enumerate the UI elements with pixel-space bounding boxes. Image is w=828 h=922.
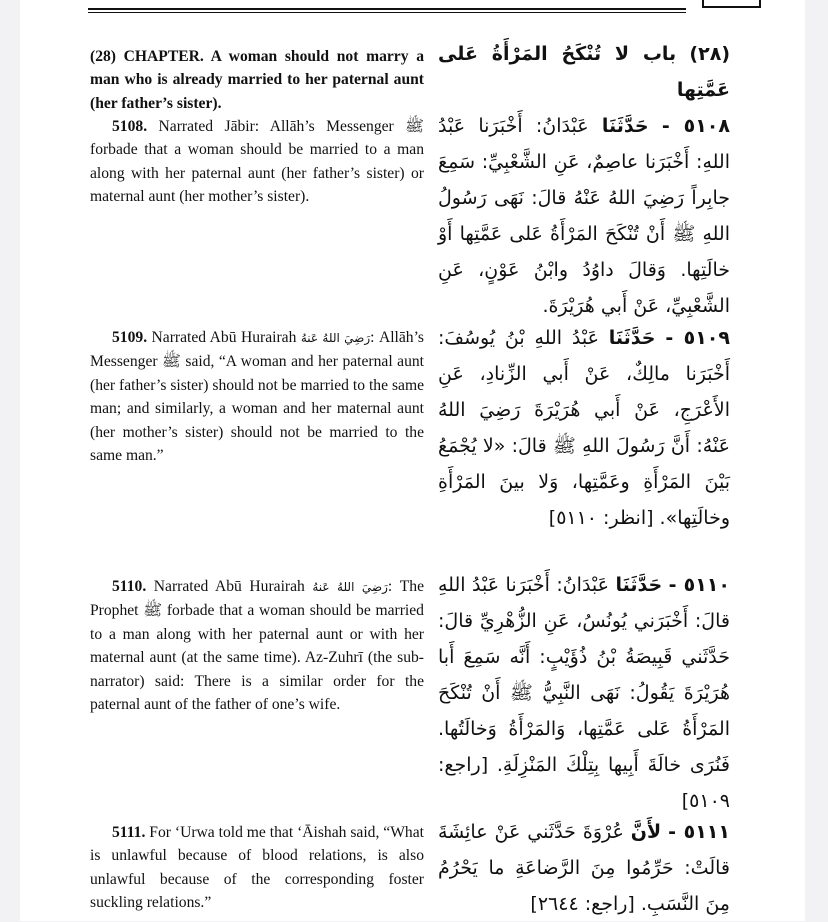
chapter-title: باب لا تُنْكَحُ المَرْأَةُ عَلى عَمَّتِها — [438, 43, 730, 101]
hadith-lead: حَدَّثَنَا — [615, 574, 663, 596]
hadith-number: ٥١٠٨ - — [661, 115, 730, 137]
header-rule-thin — [88, 12, 686, 13]
hadith-5109-arabic — [438, 320, 730, 536]
hadith-5109-english — [90, 326, 424, 467]
chapter-title-english: (28) CHAPTER. A woman should not marry a man who is already married to her paternal aunt (her father’s sister). — [90, 48, 424, 112]
hadith-lead: حَدَّثَنَا — [601, 115, 649, 137]
hadith-lead: لأَنَّ — [630, 821, 662, 843]
hadith-number: ٥١١١ - — [668, 821, 730, 843]
hadith-number: ٥١٠٩ - — [665, 327, 730, 349]
hadith-5111-arabic — [438, 814, 730, 922]
hadith-text: عَبْدَانُ: أَخْبَرَنا عَبْدُ اللهِ قالَ: أَخْبَرَني يُونُسُ، عَنِ الزُّهْرِيِّ قالَ: حَدَّثَني قَبِيصَةُ بْنُ ذُؤَيْبٍ: أَنَّه سَمِعَ أَبا هُرَيْرَةَ يَقُولُ: نَهَى النَّبِيُّ ﷺ أَنْ تُنْكَحَ المَرْأَةُ عَلى عَمَّتِها، وَالمَرْأَةُ وَخالَتُها. فَنُرَى خالَةَ أَبِيها بِتِلْكَ المَنْزِلَةِ. [راجع: ٥١٠٩] — [438, 574, 730, 812]
chapter-number: (٢٨) — [689, 43, 730, 65]
hadith-text: : The Prophet ﷺ forbade that a woman should be married to a man along with her paternal aunt or with her maternal aunt (at the same time). Az-Zuhrī (the sub-narrator) said: There is a similar order for the paternal aunt of the father of one’s wife. — [90, 578, 424, 714]
hadith-number: ٥١١٠ - — [668, 574, 730, 596]
hadith-5108-english — [90, 115, 424, 209]
header-corner-box — [702, 0, 761, 8]
hadith-5108-arabic — [438, 108, 730, 324]
hadith-text: عَبْدُ اللهِ بْنُ يُوسُفَ: أَخْبَرَنا مالِكٌ، عَنْ أَبي الزِّنادِ، عَنِ الأَعْرَجِ، عَنْ أَبي هُرَيْرَةَ رَضِيَ اللهُ عَنْهُ: أَنَّ رَسُولَ اللهِ ﷺ قالَ: «لا يُجْمَعُ بَيْنَ المَرْأَةِ وعَمَّتِها، وَلا بينَ المَرْأَةِ وخالَتِها». [انظر: ٥١١٠] — [438, 327, 730, 529]
hadith-text: Narrated Jābir: Allāh’s Messenger ﷺ forbade that a woman should be married to a man along with her paternal aunt (her father’s sister) or maternal aunt (her mother’s sister). — [90, 118, 425, 206]
hadith-5111-english — [90, 821, 424, 915]
narrator: Narrated Abū Hurairah — [153, 578, 305, 595]
chapter-title-arabic — [438, 36, 730, 108]
hadith-5110-english — [90, 575, 424, 716]
hadith-lead: حَدَّثَنَا — [608, 327, 656, 349]
hadith-text: : Allāh’s Messenger ﷺ said, “A woman and her paternal aunt (her father’s sister) should not be married to the same man; and similarly, a woman and her maternal aunt (her mother’s sister) should not be married to the same man.” — [90, 329, 425, 465]
narrator: Narrated Abū Hurairah — [151, 329, 297, 346]
hadith-number: 5108. — [112, 118, 148, 135]
hadith-5110-arabic — [438, 567, 730, 819]
honorific-arabic: رَضِيَ اللهُ عَنهُ — [300, 331, 371, 345]
hadith-number: 5111. — [112, 824, 146, 841]
hadith-text: For ‘Urwa told me that ‘Āishah said, “What is unlawful because of blood relations, is also unlawful because of the corresponding foster suckling relations.” — [90, 824, 424, 912]
header-rule — [88, 8, 686, 10]
hadith-text: عُرْوَةَ حَدَّثَني عَنْ عائِشَةَ قالَتْ: حَرِّمُوا مِنَ الرَّضاعَةِ ما يَحْرُمُ مِنَ النَّسَبِ. [راجع: ٢٦٤٤] — [438, 821, 730, 915]
hadith-number: 5110. — [112, 578, 147, 595]
hadith-text: عَبْدَانُ: أَخْبَرَنا عَبْدُ اللهِ: أَخْبَرَنا عاصِمٌ، عَنِ الشَّعْبِيِّ: سَمِعَ جابِراً رَضِيَ اللهُ عَنْهُ قالَ: نَهَى رَسُولُ اللهِ ﷺ أَنْ تُنْكَحَ المَرْأَةُ عَلى عَمَّتِها أَوْ خالَتِها. وَقالَ داوُدُ وابْنُ عَوْنٍ، عَنِ الشَّعْبِيِّ، عَنْ أَبي هُرَيْرَةَ. — [438, 115, 730, 317]
page-sheet — [20, 0, 805, 921]
honorific-arabic: رَضِيَ اللهُ عَنهُ — [312, 580, 388, 594]
hadith-number: 5109. — [112, 329, 148, 346]
